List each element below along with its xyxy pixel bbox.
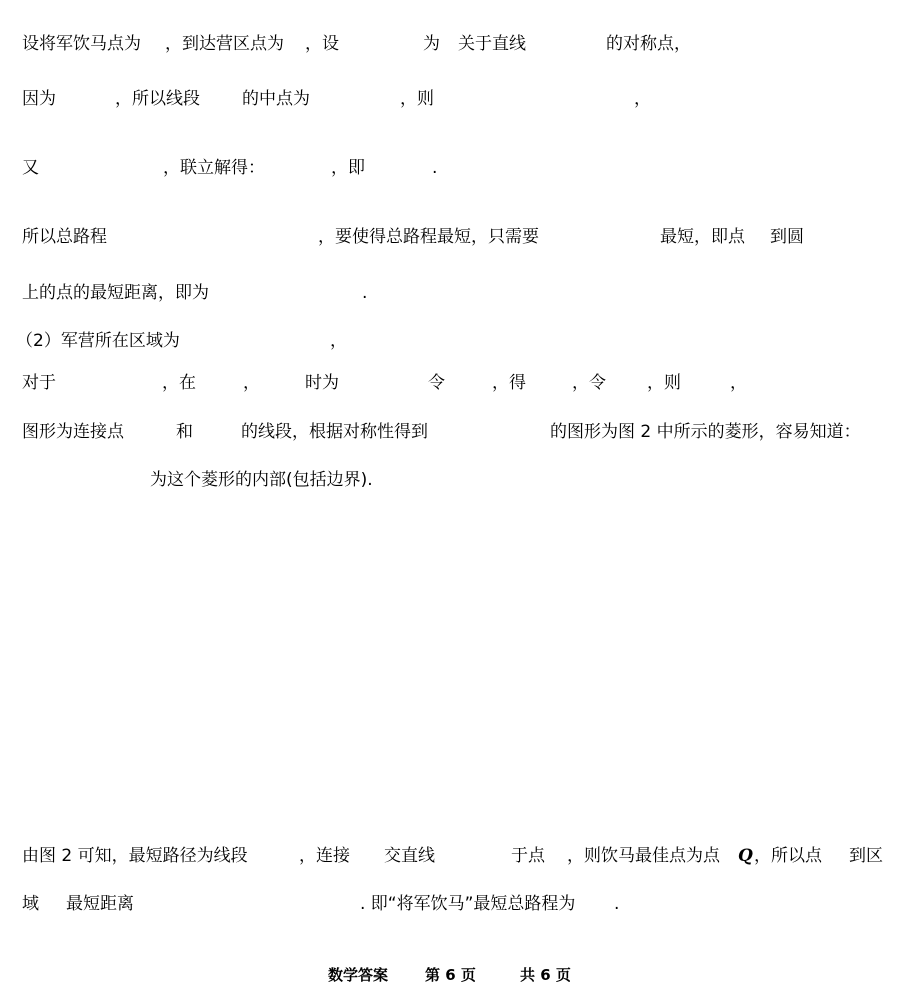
text-segment: 又: [22, 158, 39, 178]
text-segment: 域: [22, 894, 39, 914]
text-segment: 的对称点，: [606, 34, 691, 54]
text-segment: .: [362, 283, 368, 303]
text-segment: （2）军营所在区域为: [16, 331, 180, 351]
text-segment: 最短，即点: [660, 227, 745, 247]
text-segment: 的中点为: [242, 89, 310, 109]
text-segment: ，到达营区点为: [165, 34, 284, 54]
text-segment: 由图 2 可知，最短路径为线段: [22, 846, 248, 866]
text-segment: ，所以点: [754, 846, 822, 866]
text-segment: 对于: [22, 373, 56, 393]
text-segment: 于点: [511, 846, 545, 866]
text-segment: ，得: [492, 373, 526, 393]
text-segment: 到区: [849, 846, 883, 866]
footer-page-number: 第 6 页: [425, 966, 476, 984]
text-segment: ，所以线段: [115, 89, 200, 109]
text-segment: ，联立解得：: [163, 158, 265, 178]
text-segment: 时为: [305, 373, 339, 393]
text-segment: 为: [423, 34, 440, 54]
text-segment: 的线段，根据对称性得到: [241, 422, 428, 442]
text-segment: ，: [243, 373, 260, 393]
text-segment: 所以总路程: [22, 227, 107, 247]
text-segment: 关于直线: [458, 34, 526, 54]
text-segment: 的图形为图 2 中所示的菱形，容易知道：: [550, 422, 861, 442]
text-segment: .: [614, 894, 620, 914]
text-segment: 上的点的最短距离，即为: [22, 283, 209, 303]
text-segment: 令: [428, 373, 445, 393]
text-segment: ，则: [647, 373, 681, 393]
text-segment: ，则饮马最佳点为点: [567, 846, 720, 866]
text-segment: 交直线: [384, 846, 435, 866]
text-segment: ，: [634, 89, 651, 109]
text-segment: 为这个菱形的内部(包括边界).: [150, 470, 373, 490]
text-segment: ，即: [331, 158, 365, 178]
footer-subject: 数学答案: [328, 966, 389, 984]
footer-page-total: 共 6 页: [520, 966, 571, 984]
text-segment: ，则: [400, 89, 434, 109]
text-segment: . 即“将军饮马”最短总路程为: [360, 894, 576, 914]
text-segment: 到圆: [770, 227, 804, 247]
text-segment: 最短距离: [66, 894, 134, 914]
text-segment: 和: [176, 422, 193, 442]
text-segment: ，令: [572, 373, 606, 393]
text-segment: ，连接: [299, 846, 350, 866]
text-segment: .: [432, 158, 438, 178]
text-segment: 因为: [22, 89, 56, 109]
text-segment: ，: [730, 373, 747, 393]
math-variable: Q: [738, 846, 753, 866]
text-segment: ，设: [305, 34, 339, 54]
text-segment: ，要使得总路程最短，只需要: [318, 227, 539, 247]
text-segment: ，在: [162, 373, 196, 393]
text-segment: 设将军饮马点为: [22, 34, 141, 54]
text-segment: ，: [330, 331, 347, 351]
text-segment: 图形为连接点: [22, 422, 124, 442]
